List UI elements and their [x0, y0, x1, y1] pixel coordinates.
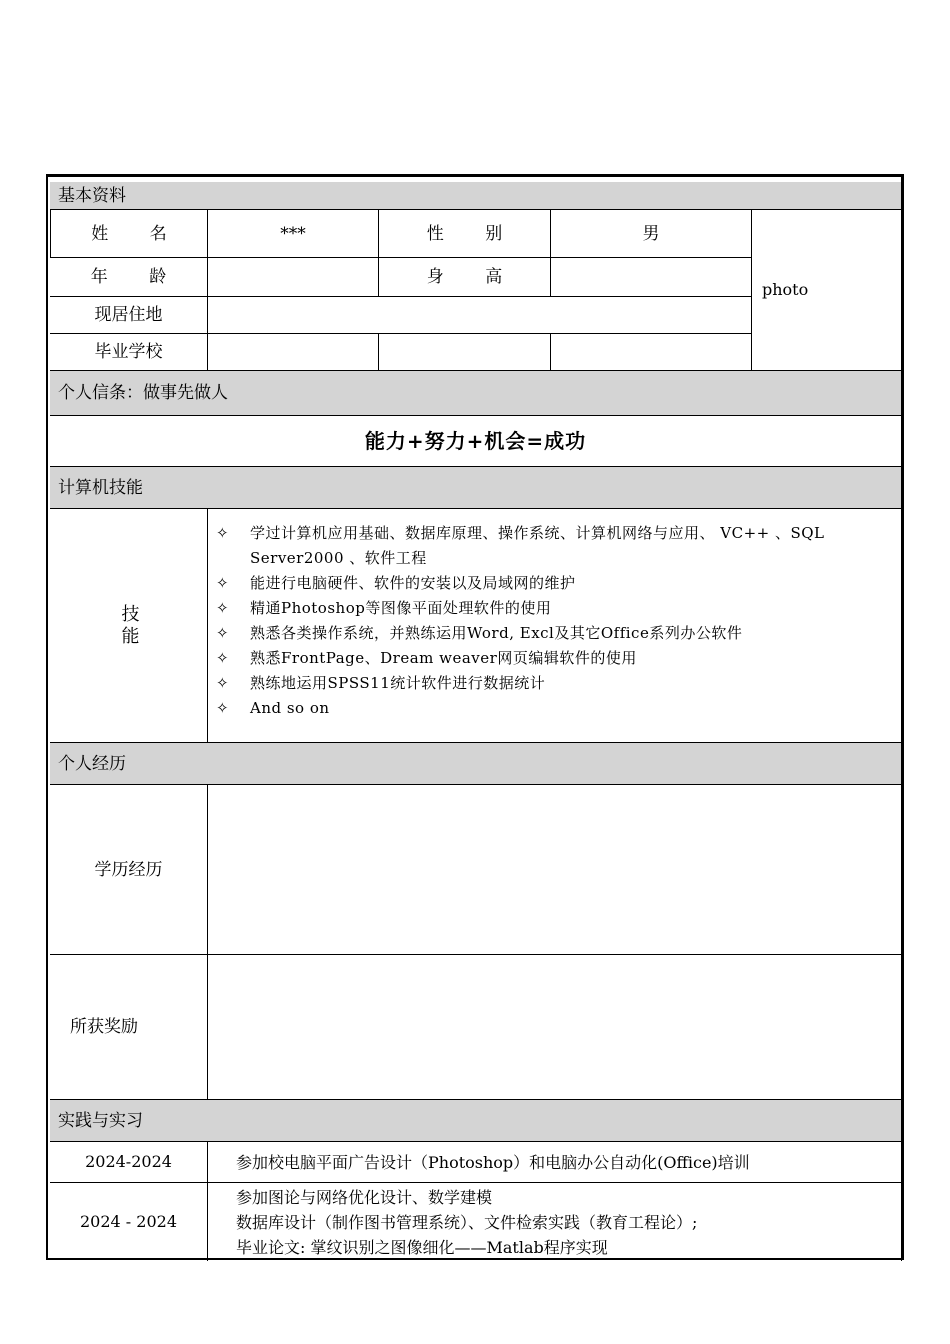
age-value: [208, 258, 379, 297]
section-skills-title: 计算机技能: [58, 477, 143, 498]
height-label: 身 高: [379, 258, 551, 297]
practice-line: 参加图论与网络优化设计、数学建模: [236, 1187, 493, 1207]
gender-value: 男: [551, 210, 752, 258]
practice-desc-1: 参加校电脑平面广告设计（Photoshop）和电脑办公自动化(Office)培训: [208, 1142, 902, 1183]
section-motto-header: [50, 371, 902, 416]
skill-item: ✧ 熟练地运用SPSS11统计软件进行数据统计: [216, 671, 901, 696]
skills-label: 技能: [118, 603, 140, 648]
school-empty-cell-1: [379, 334, 551, 371]
skill-item: ✧ 学过计算机应用基础、数据库原理、操作系统、计算机网络与应用、 VC++ 、SQL Server2000 、软件工程: [216, 521, 901, 571]
school-label: 毕业学校: [50, 334, 208, 371]
education-label-cell: [50, 785, 208, 955]
name-value: ***: [208, 210, 379, 258]
education-value: [208, 785, 902, 955]
motto-text: 能力+努力+机会=成功: [364, 429, 587, 453]
skill-item: ✧ 熟悉FrontPage、Dream weaver网页编辑软件的使用: [216, 646, 901, 671]
height-value: [551, 258, 752, 297]
photo-placeholder: photo: [752, 210, 902, 371]
school-empty-cell-2: [551, 334, 752, 371]
awards-label: 所获奖励: [70, 1017, 138, 1037]
skills-list: [208, 509, 902, 743]
practice-desc-2: [208, 1183, 902, 1261]
resume-table: [46, 174, 904, 1260]
section-practice-header: [50, 1100, 902, 1142]
section-practice-title: 实践与实习: [58, 1110, 143, 1131]
skill-item: ✧ And so on: [216, 696, 901, 721]
section-experience-title: 个人经历: [58, 753, 126, 774]
diamond-bullet-icon: ✧: [216, 699, 230, 717]
age-label: 年 龄: [50, 258, 208, 297]
skills-label-cell: [50, 509, 208, 743]
section-basic-title: 基本资料: [58, 185, 126, 206]
diamond-bullet-icon: ✧: [216, 674, 230, 692]
diamond-bullet-icon: ✧: [216, 574, 230, 592]
diamond-bullet-icon: ✧: [216, 624, 230, 642]
residence-value: [208, 297, 752, 334]
practice-line: 数据库设计（制作图书管理系统）、文件检索实践（教育工程论）;: [236, 1212, 698, 1232]
skill-item: ✧ 熟悉各类操作系统，并熟练运用Word, Excl及其它Office系列办公软件: [216, 621, 901, 646]
section-experience-header: [50, 743, 902, 785]
practice-line: 毕业论文: 掌纹识别之图像细化——Matlab程序实现: [236, 1237, 608, 1257]
skill-item: ✧ 精通Photoshop等图像平面处理软件的使用: [216, 596, 901, 621]
practice-period-2: 2024 - 2024: [50, 1183, 208, 1261]
name-label: 姓 名: [50, 210, 208, 258]
section-skills-header: [50, 467, 902, 509]
awards-value: [208, 955, 902, 1100]
section-basic-header: [50, 182, 902, 210]
awards-label-cell: [50, 955, 208, 1100]
skill-item: ✧ 能进行电脑硬件、软件的安装以及局域网的维护: [216, 571, 901, 596]
diamond-bullet-icon: ✧: [216, 524, 230, 542]
diamond-bullet-icon: ✧: [216, 649, 230, 667]
motto-label: 个人信条：做事先做人: [58, 383, 228, 403]
school-value: [208, 334, 379, 371]
practice-period-1: 2024-2024: [50, 1142, 208, 1183]
residence-label: 现居住地: [50, 297, 208, 334]
diamond-bullet-icon: ✧: [216, 599, 230, 617]
education-label: 学历经历: [94, 859, 163, 880]
gender-label: 性 别: [379, 210, 551, 258]
motto-row: [50, 416, 902, 467]
